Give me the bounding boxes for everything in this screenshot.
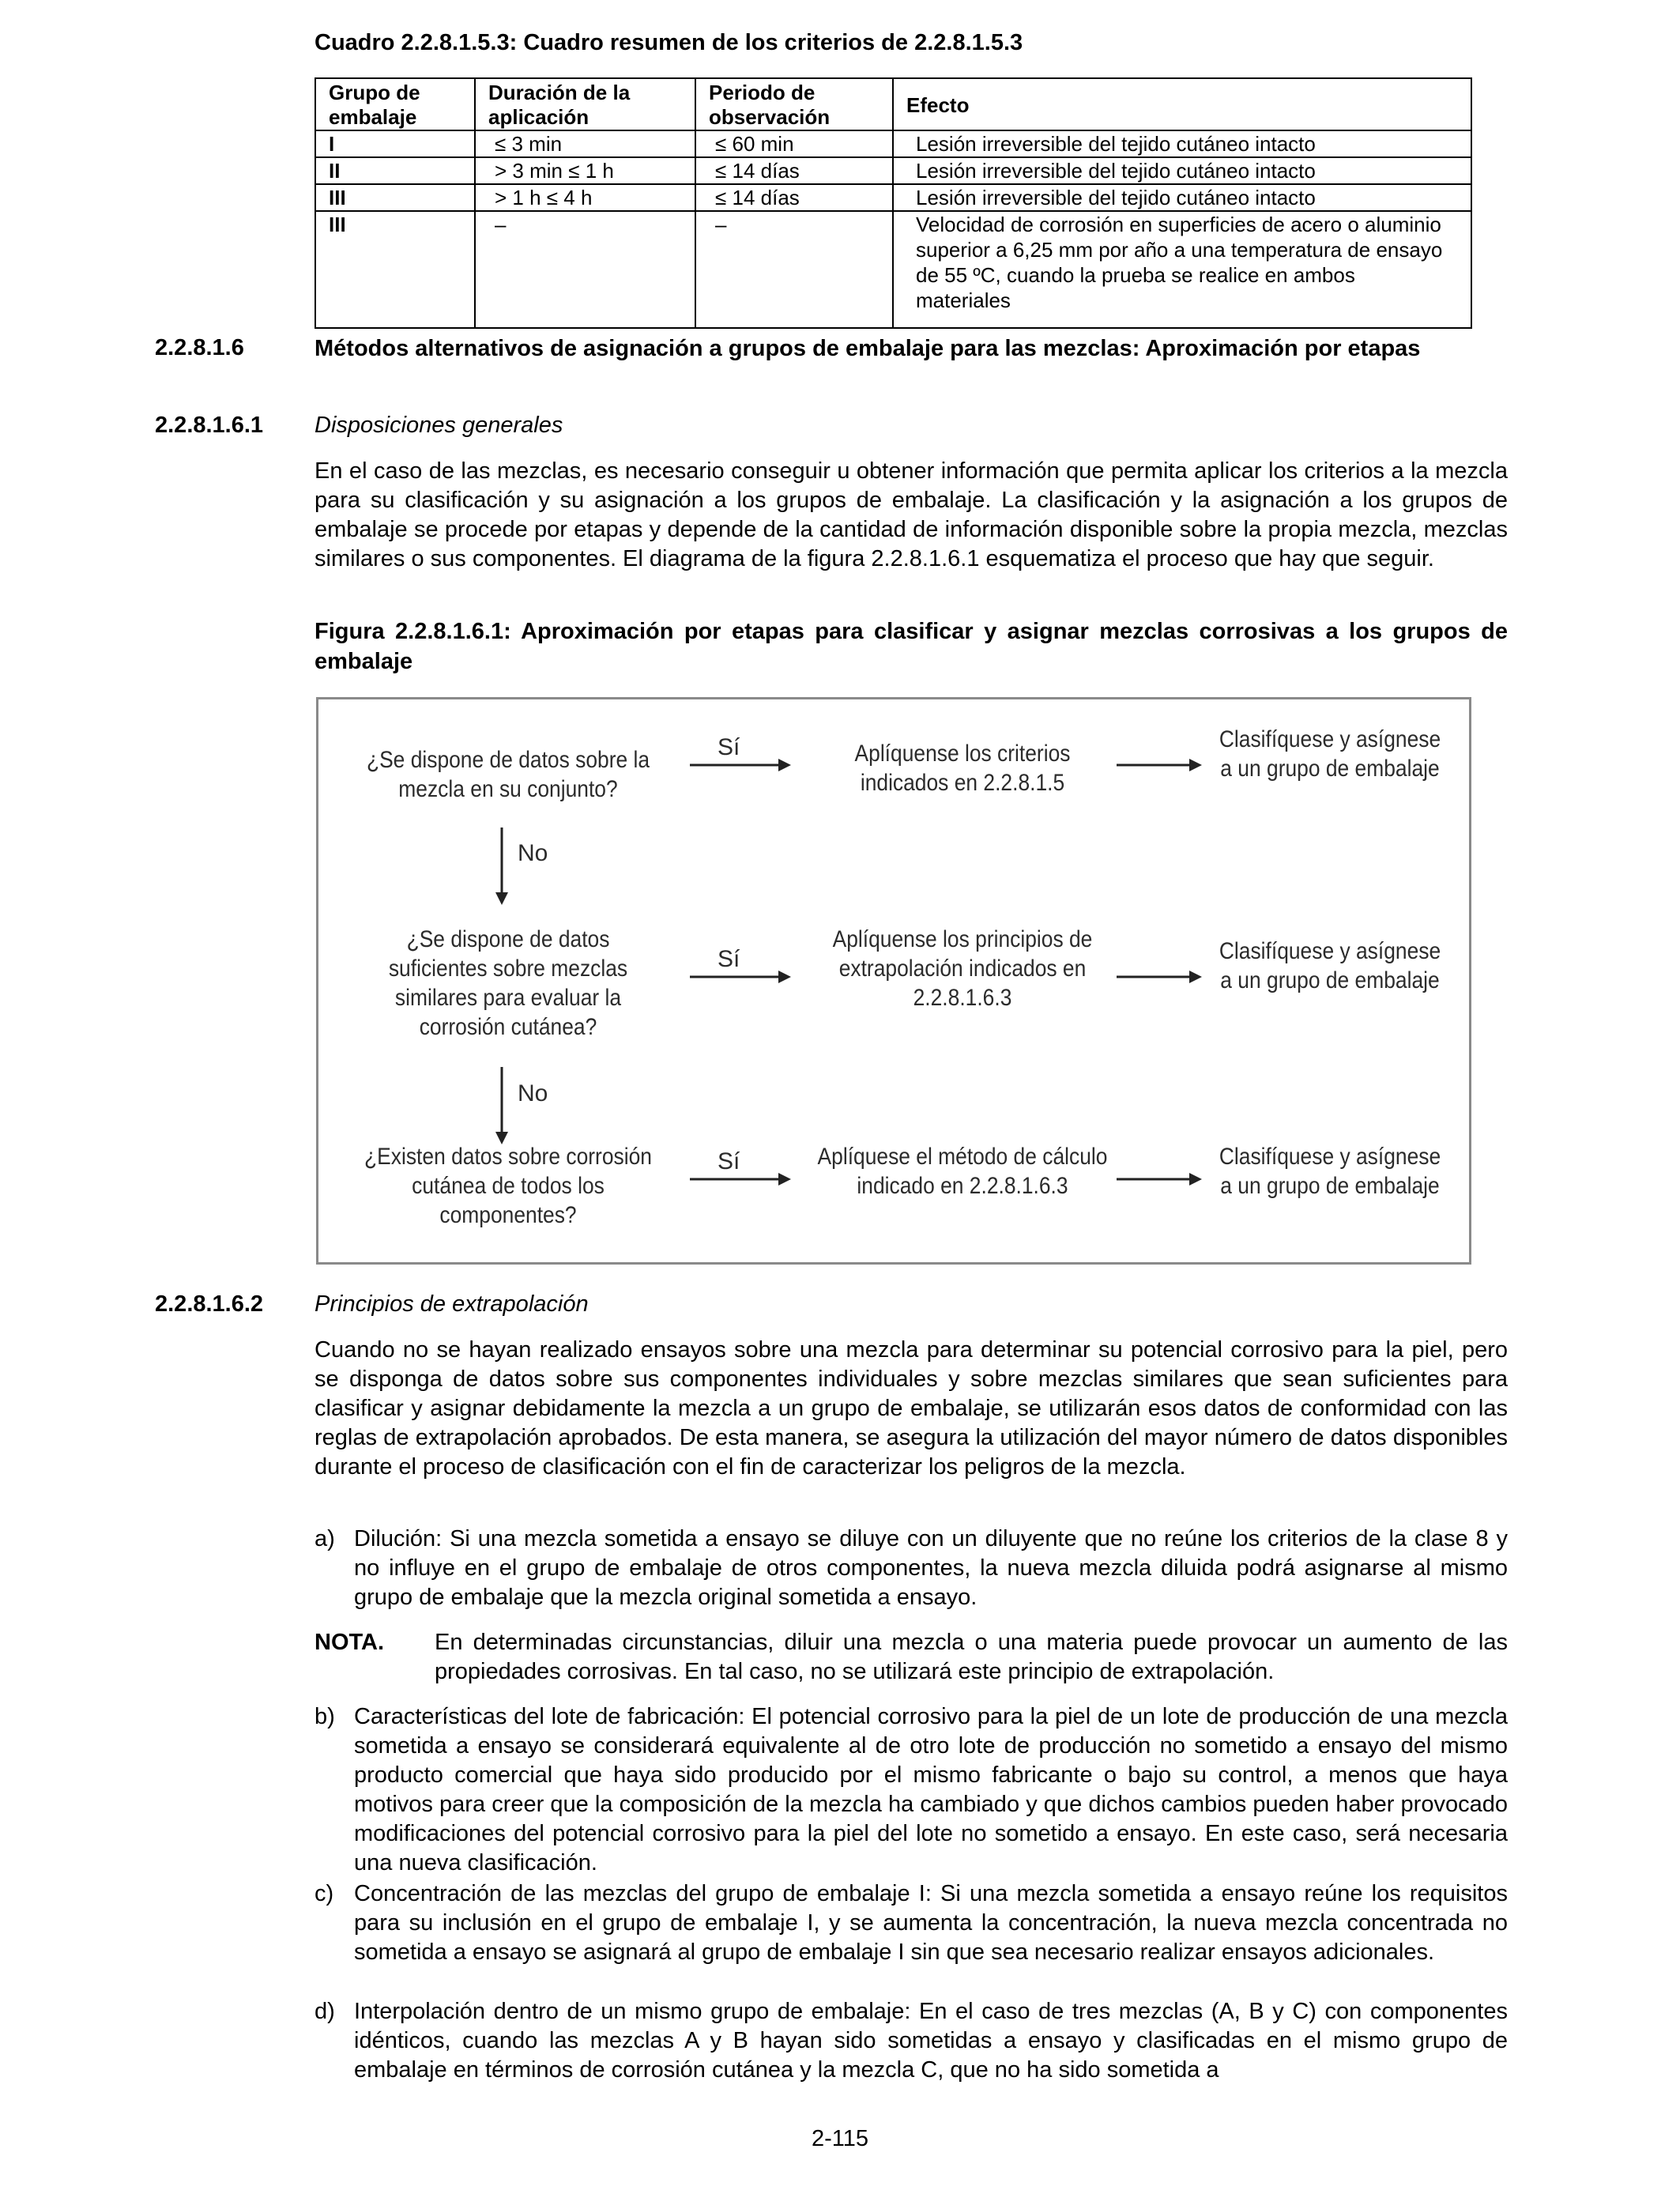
table-cell: – [695, 211, 893, 328]
subsection-number: 2.2.8.1.6.2 [155, 1291, 264, 1317]
arrow-right-icon [690, 1171, 793, 1188]
note-text: En determinadas circunstancias, diluir una mezcla o una materia puede provocar un aumento de las propiedades corrosivas. En tal caso, no se utilizará este principio de extrapolación. [435, 1630, 1508, 1684]
table-cell: III [315, 184, 475, 211]
table-cell: II [315, 157, 475, 184]
question-2: ¿Se dispone de datos suficientes sobre mezclas similares para evaluar la corrosión cutánea? [388, 926, 628, 1040]
arrow-right-icon [1117, 1171, 1203, 1188]
no-label: No [518, 840, 548, 866]
yes-label: Sí [718, 1148, 740, 1174]
table-cell: I [315, 130, 475, 157]
action-1: Aplíquense los criterios indicados en 2.2.8.1.5 [854, 741, 1071, 796]
table-cell: Lesión irreversible del tejido cutáneo intacto [893, 130, 1471, 157]
question-1: ¿Se dispone de datos sobre la mezcla en su conjunto? [366, 747, 650, 802]
yes-label: Sí [718, 734, 740, 760]
arrow-down-icon [492, 827, 511, 907]
note-label: NOTA. [315, 1630, 385, 1655]
table-caption: Cuadro 2.2.8.1.5.3: Cuadro resumen de los criterios de 2.2.8.1.5.3 [315, 30, 1023, 55]
list-item-text: Concentración de las mezclas del grupo de embalaje I: Si una mezcla sometida a ensayo reúne los requisitos para su inclusión en el grupo de embalaje I, y se aumenta la concentración, la nueva mezcla concentrada no sometida a ensayo se asignará al grupo de embalaje I sin que sea necesario realizar ensayos adicionales. [354, 1881, 1508, 1965]
arrow-right-icon [690, 968, 793, 986]
table-header-cell: Duración de la aplicación [475, 78, 695, 130]
result-3: Clasifíquese y asígnese a un grupo de embalaje [1219, 1144, 1441, 1199]
subsection-number: 2.2.8.1.6.1 [155, 413, 264, 438]
arrow-right-icon [1117, 756, 1203, 774]
list-item-label: c) [315, 1881, 334, 1906]
table-cell: Velocidad de corrosión en superficies de acero o aluminio superior a 6,25 mm por año a una temperatura de ensayo de 55 ºC, cuando la prueba se realice en ambos materiales [893, 211, 1471, 328]
figure-caption: Figura 2.2.8.1.6.1: Aproximación por etapas para clasificar y asignar mezclas corrosivas a los grupos de embalaje [315, 619, 1508, 674]
arrow-right-icon [1117, 968, 1203, 986]
table-cell: – [475, 211, 695, 328]
subsection-title: Principios de extrapolación [315, 1291, 589, 1317]
list-item-label: a) [315, 1526, 335, 1551]
table-cell: ≤ 14 días [695, 157, 893, 184]
arrow-right-icon [690, 756, 793, 774]
table-cell: ≤ 3 min [475, 130, 695, 157]
list-item-text: Características del lote de fabricación: El potencial corrosivo para la piel de un lote de producción de una mezcla sometida a ensayo se considerará equivalente al de otro lote de producción no sometido a ensayo del mismo producto comercial que haya sido producido por el mismo fabricante o bajo su control, a menos que haya motivos para creer que la composición de la mezcla ha cambiado y que dichos cambios pueden haber provocado modificaciones del potencial corrosivo para la piel del lote no sometido a ensayo. En este caso, será necesaria una nueva clasificación. [354, 1704, 1508, 1875]
page-number: 2-115 [811, 2126, 869, 2151]
table-header-cell: Periodo de observación [695, 78, 893, 130]
result-1: Clasifíquese y asígnese a un grupo de embalaje [1219, 726, 1441, 782]
table-cell: > 1 h ≤ 4 h [475, 184, 695, 211]
no-label: No [518, 1080, 548, 1106]
paragraph: En el caso de las mezclas, es necesario conseguir u obtener información que permita aplicar los criterios a la mezcla para su clasificación y su asignación a los grupos de embalaje. La clasificación y la asignación a los grupos de embalaje se procede por etapas y depende de la cantidad de información disponible sobre la propia mezcla, mezclas similares o sus componentes. El diagrama de la figura 2.2.8.1.6.1 esquematiza el proceso que hay que seguir. [315, 458, 1508, 571]
table-cell: Lesión irreversible del tejido cutáneo intacto [893, 157, 1471, 184]
list-item-label: b) [315, 1704, 335, 1729]
flowchart [316, 697, 1471, 1265]
table-cell: > 3 min ≤ 1 h [475, 157, 695, 184]
list-item-text: Dilución: Si una mezcla sometida a ensayo se diluye con un diluyente que no reúne los criterios de la clase 8 y no influye en el grupo de embalaje de otros componentes, la nueva mezcla diluida podrá asignarse al mismo grupo de embalaje que la mezcla original sometida a ensayo. [354, 1526, 1508, 1610]
action-2: Aplíquense los principios de extrapolación indicados en 2.2.8.1.6.3 [832, 926, 1093, 1011]
list-item-label: d) [315, 1999, 335, 2024]
section-title: Métodos alternativos de asignación a grupos de embalaje para las mezclas: Aproximación por etapas [315, 336, 1421, 361]
table-cell: ≤ 60 min [695, 130, 893, 157]
table-header-row [315, 78, 1471, 130]
list-item-text: Interpolación dentro de un mismo grupo de embalaje: En el caso de tres mezclas (A, B y C) con componentes idénticos, cuando las mezclas A y B hayan sido sometidas a ensayo y clasificadas en el mismo grupo de embalaje en términos de corrosión cutánea y la mezcla C, que no ha sido sometida a [354, 1999, 1508, 2083]
table-header-cell: Efecto [893, 78, 1471, 130]
table-cell: Lesión irreversible del tejido cutáneo intacto [893, 184, 1471, 211]
table-cell: ≤ 14 días [695, 184, 893, 211]
subsection-title: Disposiciones generales [315, 413, 563, 438]
paragraph: Cuando no se hayan realizado ensayos sobre una mezcla para determinar su potencial corrosivo para la piel, pero se disponga de datos sobre sus componentes individuales y sobre mezclas similares que sean suficientes para clasificar y asignar debidamente la mezcla a un grupo de embalaje, se utilizarán esos datos de conformidad con las reglas de extrapolación aprobados. De esta manera, se asegura la utilización del mayor número de datos disponibles durante el proceso de clasificación con el fin de caracterizar los peligros de la mezcla. [315, 1337, 1508, 1480]
result-2: Clasifíquese y asígnese a un grupo de embalaje [1219, 938, 1441, 993]
table-header-cell: Grupo de embalaje [315, 78, 475, 130]
criteria-table [315, 77, 1472, 329]
table-row [315, 184, 1471, 211]
table-row [315, 157, 1471, 184]
yes-label: Sí [718, 946, 740, 972]
table-cell: III [315, 211, 475, 328]
section-number: 2.2.8.1.6 [155, 335, 244, 360]
table-row [315, 211, 1471, 328]
action-3: Aplíquese el método de cálculo indicado en 2.2.8.1.6.3 [817, 1144, 1108, 1199]
arrow-down-icon [492, 1067, 511, 1146]
table-row [315, 130, 1471, 157]
question-3: ¿Existen datos sobre corrosión cutánea de todos los componentes? [364, 1144, 652, 1228]
